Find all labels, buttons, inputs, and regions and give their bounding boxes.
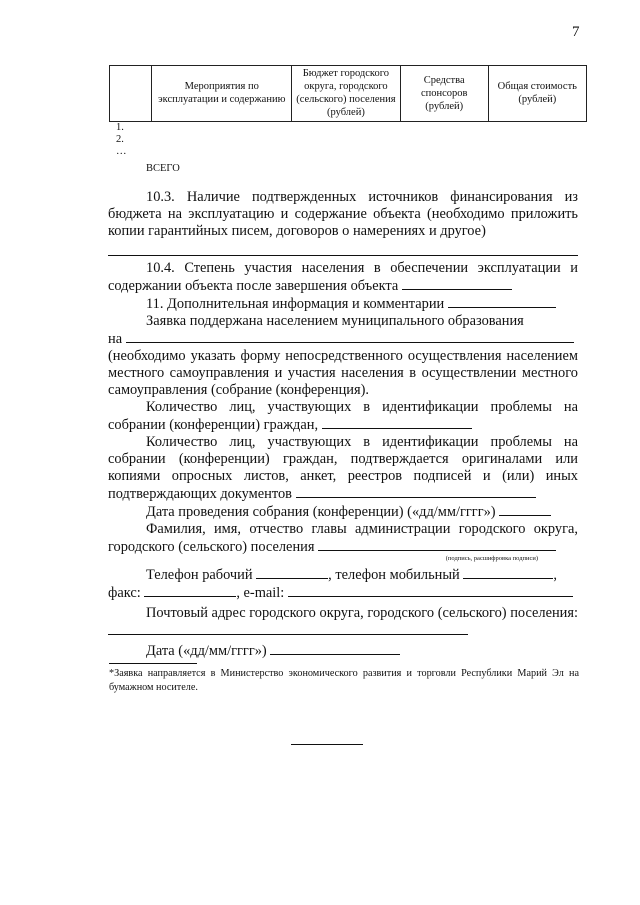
table-header-cell: Средства спонсоров (рублей)	[400, 66, 488, 122]
blank-line[interactable]	[499, 503, 551, 516]
footnote-divider	[109, 663, 197, 664]
table-total: ВСЕГО	[146, 163, 180, 174]
end-divider	[291, 744, 363, 745]
page-number: 7	[572, 24, 580, 40]
blank-line[interactable]	[448, 295, 556, 308]
form-body	[108, 189, 578, 660]
blank-line[interactable]	[322, 416, 472, 429]
section-11: 11. Дополнительная информация и комментарии	[108, 295, 578, 313]
participants-count: Количество лиц, участвующих в идентификации проблемы на собрании (конференции) граждан,	[108, 399, 578, 433]
blank-line[interactable]	[144, 584, 236, 597]
phone-line: Телефон рабочий , телефон мобильный ,	[146, 567, 557, 583]
blank-line[interactable]	[108, 622, 468, 635]
blank-line[interactable]	[318, 538, 556, 551]
date-line: Дата («дд/мм/гггг»)	[108, 642, 578, 660]
blank-line[interactable]	[463, 566, 553, 579]
table-header-cell: Мероприятия по эксплуатации и содержанию	[152, 66, 292, 122]
blank-line[interactable]	[296, 485, 536, 498]
support-text: Заявка поддержана населением муниципального образования	[146, 313, 524, 329]
section-10-3: 10.3. Наличие подтвержденных источников финансирования из бюджета на эксплуатацию и содержание объекта (необходимо приложить копии гарантийных писем, договоров о намерениях и другое)	[108, 189, 578, 239]
table-header-row	[110, 66, 587, 122]
fax-email-line: факс: , e-mail:	[108, 584, 578, 602]
table-row: …	[116, 146, 127, 157]
support-note: (необходимо указать форму непосредственного осуществления населением местного самоуправления и участия населения в осуществлении местного самоуправления (собрание (конференция).	[108, 348, 578, 398]
budget-table	[109, 65, 587, 122]
head-name: Фамилия, имя, отчество главы администрации городского округа, городского (сельского) поселения	[108, 521, 578, 555]
blank-line[interactable]	[126, 330, 574, 343]
blank-line[interactable]	[288, 584, 573, 597]
blank-line[interactable]	[256, 566, 328, 579]
address-line: Почтовый адрес городского округа, городского (сельского) поселения:	[108, 605, 578, 640]
section-10-4: 10.4. Степень участия населения в обеспечении эксплуатации и содержании объекта после завершения объекта	[108, 260, 578, 294]
table-header-cell	[110, 66, 152, 122]
footnote: *Заявка направляется в Министерство экономического развития и торговли Республики Марий Эл на бумажном носителе.	[109, 668, 579, 693]
meeting-date: Дата проведения собрания (конференции) («дд/мм/гггг»)	[108, 503, 578, 521]
table-row: 2.	[116, 134, 124, 145]
blank-line[interactable]	[108, 244, 578, 256]
participants-confirmed: Количество лиц, участвующих в идентификации проблемы на собрании (конференции) граждан, подтверждается оригиналами или копиями опросных листов, анкет, реестров подписей и (или) иных подтверждающих документов	[108, 434, 578, 502]
blank-line[interactable]	[270, 642, 400, 655]
signature-caption: (подпись, расшифровка подписи)	[445, 555, 538, 562]
blank-line[interactable]	[402, 277, 512, 290]
table-row: 1.	[116, 122, 124, 133]
support-line: на	[108, 330, 578, 348]
table-rows	[116, 122, 127, 158]
table-header-cell: Общая стоимость (рублей)	[488, 66, 586, 122]
table-header-cell: Бюджет городского округа, городского (сельского) поселения (рублей)	[292, 66, 401, 122]
